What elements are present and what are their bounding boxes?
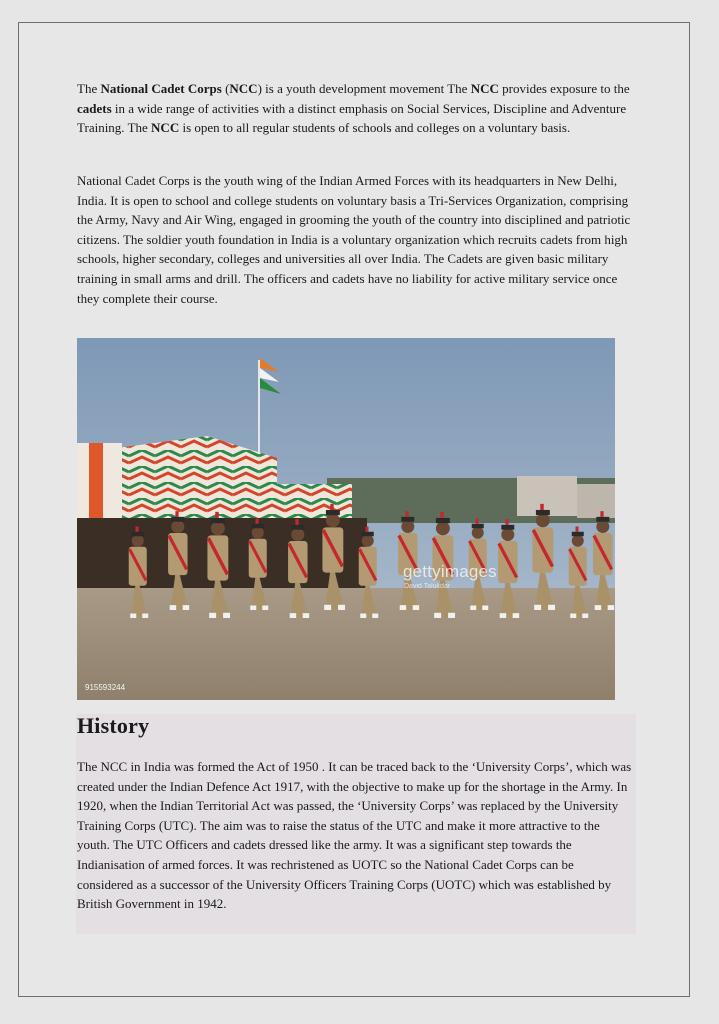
photo-watermark: gettyimages <box>403 562 497 581</box>
intro-bold-ncc-2: NCC <box>470 81 499 96</box>
intro-text-1: The <box>77 81 101 96</box>
history-paragraph: The NCC in India was formed the Act of 1950 . It can be traced back to the ‘University Corps’, which was created under the Indian Defence Act 1917, with the objective to make up for the shortage in the Army. In 1920, when the Indian Territorial Act was passed, the ‘University Corps’ was replaced by the University Training Corps (UTC). The aim was to raise the status of the UTC and make it more attractive to the youth. The UTC Officers and cadets dressed like the army. It was a significant step towards the Indianisation of armed forces. It was rechristened as UOTC so the National Cadet Corps can be considered as a successor of the University Officers Training Corps (UOTC) which was established by British Government in 1942. <box>77 759 632 912</box>
intro-paragraph <box>77 79 633 138</box>
intro-text-5: in a wide range of activities with a distinct emphasis on Social Services, Discipline and Adventure Training. The <box>77 100 627 136</box>
parade-photo <box>77 338 615 700</box>
photo-credit: David Talukdar <box>404 583 451 590</box>
intro-bold-ncc-3: NCC <box>151 120 180 136</box>
intro-bold-ncc-1: NCC <box>229 81 258 96</box>
intro-bold-ncc-full: National Cadet Corps <box>100 81 222 96</box>
intro-bold-cadets: cadets <box>77 100 112 116</box>
intro-text-4: provides exposure to the <box>498 81 630 96</box>
intro-text-2: ( <box>221 81 230 96</box>
intro-text-3: ) is a youth development movement The <box>257 81 471 96</box>
parade-illustration <box>77 338 615 700</box>
intro-text-6: is open to all regular students of schools and colleges on a voluntary basis. <box>179 120 571 136</box>
history-heading: History <box>77 713 150 738</box>
about-paragraph: National Cadet Corps is the youth wing of the Indian Armed Forces with its headquarters in New Delhi, India. It is open to school and college students on voluntary basis a Tri-Services Organization, comprising the Army, Navy and Air Wing, engaged in grooming the youth of the country into disciplined and patriotic citizens. The soldier youth foundation in India is a voluntary organization which recruits cadets from high schools, higher secondary, colleges and universities all over India. The Cadets are given basic military training in small arms and drill. The officers and cadets have no liability for active military service once they complete their course. <box>77 173 631 306</box>
photo-id: 915593244 <box>85 683 126 692</box>
